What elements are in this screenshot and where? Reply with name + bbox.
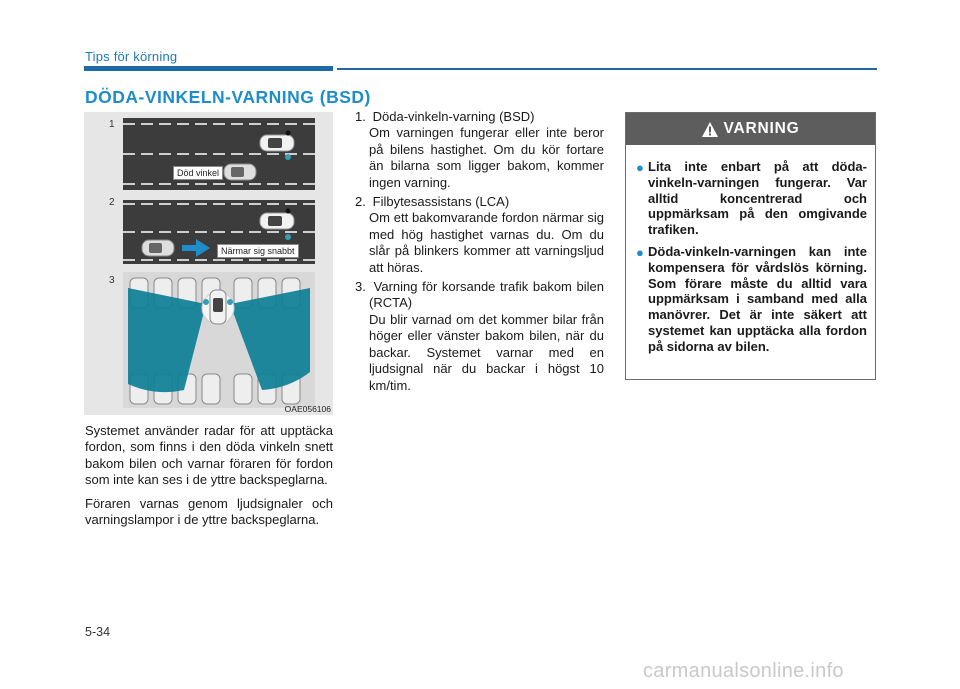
bsd-diagram — [84, 112, 333, 415]
warning-header — [626, 113, 875, 145]
header-rule-dark — [84, 66, 333, 71]
feature-body: Om ett bakomvarande fordon närmar sig med hög hastighet varnas du. Om du slår på blinkers kommer att varningsljud att höras. — [369, 210, 604, 275]
approaching-label: Närmar sig snabbt — [217, 244, 299, 258]
figure-number-3: 3 — [109, 275, 115, 286]
vehicle-blind-spot — [224, 164, 256, 180]
figure-number-1: 1 — [109, 119, 115, 130]
feature-number: 3. — [355, 279, 366, 295]
warning-list — [636, 159, 867, 355]
intro-paragraph: Systemet använder radar för att upptäcka fordon, som finns i den döda vinkeln snett bakom bilen och varnar föraren för fordon som inte kan ses i de yttre backspeglarna. — [85, 423, 333, 488]
figure-number-2: 2 — [109, 197, 115, 208]
feature-body: Om varningen fungerar eller inte beror på bilens hastighet. Om du kör fortare än bilarna som ligger bakom, kommer ingen varning. — [369, 125, 604, 190]
header-rule-light — [337, 68, 877, 70]
warning-heading: VARNING — [723, 120, 800, 137]
bullet-icon: ● — [636, 160, 644, 175]
feature-list — [355, 109, 604, 397]
blind-spot-label: Död vinkel — [173, 166, 223, 180]
feature-item — [355, 279, 604, 394]
feature-title: Filbytesassistans (LCA) — [372, 194, 510, 210]
feature-number: 2. — [355, 194, 366, 210]
warning-item — [636, 244, 867, 355]
feature-item — [355, 109, 604, 191]
warning-item-text: Lita inte enbart på att döda-vinkeln-varningen fungerar. Var alltid koncentrerad och uppmärksam på den omgivande trafiken. — [648, 159, 867, 238]
page-number: 5-34 — [85, 625, 111, 639]
feature-title: Döda-vinkeln-varning (BSD) — [372, 109, 535, 124]
watermark: carmanualsonline.info — [643, 660, 844, 682]
feature-body: Du blir varnad om det kommer bilar från höger eller vänster bakom bilen, när du backar. Systemet varnar med en ljudsignal när du backar i högst 10 km/tim. — [369, 311, 604, 393]
feature-item — [355, 194, 604, 276]
intro-text — [85, 423, 333, 535]
page-title: DÖDA-VINKELN-VARNING (BSD) — [85, 87, 371, 107]
warning-item — [636, 159, 867, 238]
bullet-icon: ● — [636, 244, 644, 260]
intro-paragraph: Föraren varnas genom ljudsignaler och varningslampor i de yttre backspeglarna. — [85, 495, 333, 528]
warning-item-text: Döda-vinkeln-varningen kan inte kompensera för vårdslös körning. Som förare måste du alltid vara uppmärksam i samband med alla manövrer. Det är inte säkert att systemet kan upptäcka alla fordon på sidorna av bilen. — [648, 243, 867, 354]
figure-code: OAE056106 — [284, 404, 331, 414]
feature-title: Varning för korsande trafik bakom bilen (RCTA) — [369, 279, 604, 311]
bsd-illustration — [84, 112, 333, 415]
warning-triangle-icon — [702, 122, 718, 137]
section-label: Tips för körning — [85, 49, 178, 64]
warning-box — [625, 112, 876, 380]
feature-number: 1. — [355, 109, 366, 124]
vehicle-approaching — [142, 240, 174, 256]
